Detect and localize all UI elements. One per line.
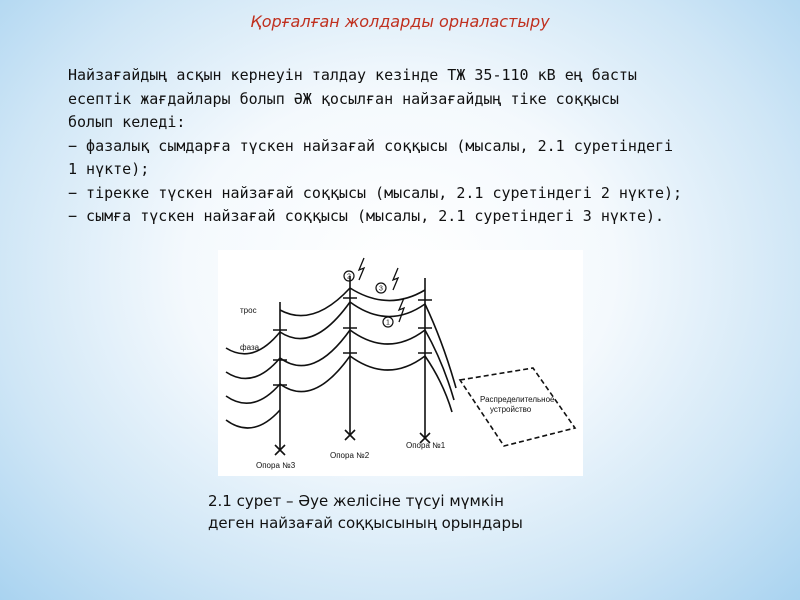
phase-wire [425, 304, 456, 388]
phase-wire [350, 330, 425, 344]
phase-wire [226, 384, 280, 403]
strike-mark-3: 3 [379, 285, 383, 293]
slide-title: Қорғалған жолдарды орналастыру [250, 12, 550, 31]
lightning-bolt-icon [399, 298, 404, 322]
phase-wire [280, 356, 350, 392]
body-line: 1 нүкте); [68, 160, 150, 178]
phase-wire [226, 410, 280, 428]
switchgear-label: Распределительное [480, 395, 555, 404]
ground-wire-label: трос [240, 306, 257, 315]
ground-wire [280, 288, 350, 316]
body-text [68, 64, 758, 229]
body-line: − тірекке түскен найзағай соққысы (мысалы, 2.1 суретіндегі 2 нүкте); [68, 183, 683, 202]
body-line: Найзағайдың асқын кернеуін талдау кезінде ТЖ 35-110 кВ ең басты [68, 66, 637, 84]
strike-mark-2: 2 [347, 273, 351, 281]
phase-wire [425, 356, 452, 412]
caption-line: 2.1 сурет – Әуе желісіне түсуі мүмкін [208, 492, 504, 510]
phase-wire [350, 356, 425, 370]
switchgear-label: устройство [490, 405, 532, 414]
lightning-bolt-icon [359, 258, 364, 280]
lightning-strike-figure [218, 250, 583, 476]
support-2-label: Опора №2 [330, 451, 370, 460]
phase-wire [226, 358, 280, 378]
figure-caption [208, 490, 608, 534]
body-line: − сымға түскен найзағай соққысы (мысалы, 2.1 суретіндегі 3 нүкте). [68, 207, 665, 225]
phase-wire [280, 302, 350, 339]
support-1-label: Опора №1 [406, 441, 446, 450]
lightning-bolt-icon [393, 268, 398, 290]
ground-wire [350, 285, 425, 301]
caption-line: деген найзағай соққысының орындары [208, 514, 523, 532]
body-line: болып келеді: [68, 113, 186, 131]
body-line: − фазалық сымдарға түскен найзағай соққысы (мысалы, 2.1 суретіндегі [68, 136, 674, 155]
power-line-diagram [218, 250, 583, 476]
phase-wire-label: фаза [240, 343, 260, 352]
phase-wire [350, 302, 425, 317]
strike-mark-1: 1 [386, 319, 390, 327]
body-line: есептік жағдайлары болып ӘЖ қосылған найзағайдың тіке соққысы [68, 89, 619, 108]
support-3-label: Опора №3 [256, 461, 296, 470]
